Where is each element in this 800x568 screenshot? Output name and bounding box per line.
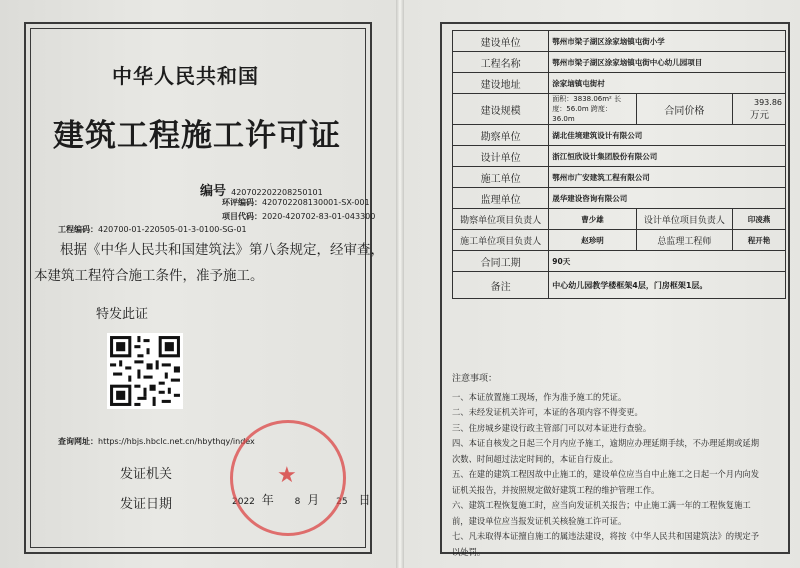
certificate-title: 建筑工程施工许可证 <box>53 118 341 154</box>
build-pm-value: 赵珍明 <box>549 230 636 251</box>
construction-unit-label: 施工单位 <box>453 167 549 188</box>
table-row <box>453 188 786 209</box>
address-label: 建设地址 <box>453 73 549 94</box>
day-char: 日 <box>358 493 371 507</box>
plan-code <box>58 224 247 235</box>
build-pm-label: 施工单位项目负责人 <box>453 230 549 251</box>
notes-title: 注意事项： <box>452 374 498 384</box>
note-line: 二、未经发证机关许可，本证的各项内容不得变更。 <box>452 407 643 417</box>
query-url <box>58 436 255 447</box>
project-info-table <box>452 30 786 299</box>
note-line: 七、凡未取得本证擅自施工的属违法建设，将按《中华人民共和国建筑法》的规定予 <box>452 531 759 541</box>
paragraph-line-2: 本建筑工程符合施工条件，准予施工。 <box>34 268 264 284</box>
plan-label: 工程编码： <box>58 225 98 234</box>
build-unit-value: 鄂州市梁子湖区涂家垴镇屯街小学 <box>549 31 786 52</box>
chief-engineer-value: 程开艳 <box>733 230 786 251</box>
notes-section <box>452 372 759 560</box>
remark-value: 中心幼儿园教学楼框架4层，门房框架1层。 <box>549 272 786 299</box>
note-line: 四、本证自核发之日起三个月内应予施工，逾期应办理延期手续，不办理延期或延期 <box>452 438 759 448</box>
env-code <box>222 197 370 208</box>
table-row <box>453 94 786 125</box>
table-row <box>453 209 786 230</box>
scale-line-1: 面积：3838.06m² 长 <box>552 95 622 103</box>
survey-pm-label: 勘察单位项目负责人 <box>453 209 549 230</box>
period-label: 合同工期 <box>453 251 549 272</box>
paragraph-line-1: 根据《中华人民共和国建筑法》第八条规定，经审查， <box>60 242 384 258</box>
country-name: 中华人民共和国 <box>112 64 259 88</box>
supervision-unit-value: 晟华建设咨询有限公司 <box>549 188 786 209</box>
qr-code-icon <box>107 333 183 409</box>
month-char: 月 <box>307 493 320 507</box>
table-row <box>453 230 786 251</box>
price-cell <box>733 94 786 125</box>
number-label: 编号 <box>200 184 227 199</box>
note-line: 五、在建的建筑工程因故中止施工的，建设单位应当自中止施工之日起一个月内向发 <box>452 469 759 479</box>
plan-value: 420700-01-220505-01-3-0100-SG-01 <box>98 225 247 234</box>
note-line: 前，建设单位应当报发证机关核验施工许可证。 <box>452 515 627 526</box>
date-month: 8 <box>294 497 301 507</box>
table-row <box>453 272 786 299</box>
year-char: 年 <box>261 493 274 507</box>
special-issue-text: 特发此证 <box>96 307 149 322</box>
issue-date-label: 发证日期 <box>120 497 173 512</box>
seal-star-icon: ★ <box>277 463 297 488</box>
table-row <box>453 251 786 272</box>
table-row <box>453 73 786 94</box>
table-row <box>453 167 786 188</box>
period-value: 90天 <box>549 251 786 272</box>
note-line: 证机关报告，并按照规定做好建筑工程的维护管理工作。 <box>452 484 660 495</box>
survey-pm-value: 曹少雄 <box>549 209 636 230</box>
project-name-label: 工程名称 <box>453 52 549 73</box>
env-label: 环评编码： <box>222 198 262 207</box>
survey-unit-label: 勘察单位 <box>453 125 549 146</box>
design-unit-value: 浙江恒欣设计集团股份有限公司 <box>549 146 786 167</box>
table-row <box>453 52 786 73</box>
scale-label: 建设规模 <box>453 94 549 125</box>
price-unit: 万元 <box>750 109 770 121</box>
note-line: 一、本证放置施工现场，作为准予施工的凭证。 <box>452 391 627 402</box>
book-gutter <box>396 0 404 568</box>
design-pm-value: 印凌燕 <box>733 209 786 230</box>
official-seal <box>230 420 346 536</box>
scale-line-2: 度：56.0m 跨度：36.0m <box>552 105 612 123</box>
note-line: 次数、时间超过法定时间的，本证自行废止。 <box>452 453 618 464</box>
env-value: 420702208130001-SX-001 <box>262 198 370 207</box>
scale-value <box>549 94 636 125</box>
table-row <box>453 146 786 167</box>
project-name-value: 鄂州市梁子湖区涂家垴镇屯街中心幼儿园项目 <box>549 52 786 73</box>
chief-engineer-label: 总监理工程师 <box>636 230 732 251</box>
design-pm-label: 设计单位项目负责人 <box>636 209 732 230</box>
table-row <box>453 125 786 146</box>
note-line: 以处罚。 <box>452 546 486 557</box>
number-value: 420702202208250101 <box>231 188 323 197</box>
table-row <box>453 31 786 52</box>
date-day: 25 <box>336 497 348 507</box>
design-unit-label: 设计单位 <box>453 146 549 167</box>
issuer-label: 发证机关 <box>120 467 173 482</box>
price-label: 合同价格 <box>636 94 732 125</box>
project-value: 2020-420702-83-01-043300 <box>262 212 376 221</box>
project-label: 项目代码： <box>222 212 262 221</box>
supervision-unit-label: 监理单位 <box>453 188 549 209</box>
remark-label: 备注 <box>453 272 549 299</box>
query-label: 查询网址： <box>58 437 98 446</box>
price-value: 393.86 <box>754 97 782 107</box>
note-line: 三、住房城乡建设行政主管部门可以对本证进行查验。 <box>452 422 652 433</box>
project-code <box>222 211 375 222</box>
query-link[interactable]: https://hbjs.hbclc.net.cn/hbythqy/index <box>98 437 255 446</box>
construction-unit-value: 鄂州市广安建筑工程有限公司 <box>549 167 786 188</box>
survey-unit-value: 湖北佳境建筑设计有限公司 <box>549 125 786 146</box>
note-line: 六、建筑工程恢复施工时，应当向发证机关报告；中止施工满一年的工程恢复施工 <box>452 500 751 510</box>
date-year: 2022 <box>232 497 255 507</box>
address-value: 涂家垴镇屯街村 <box>549 73 786 94</box>
build-unit-label: 建设单位 <box>453 31 549 52</box>
